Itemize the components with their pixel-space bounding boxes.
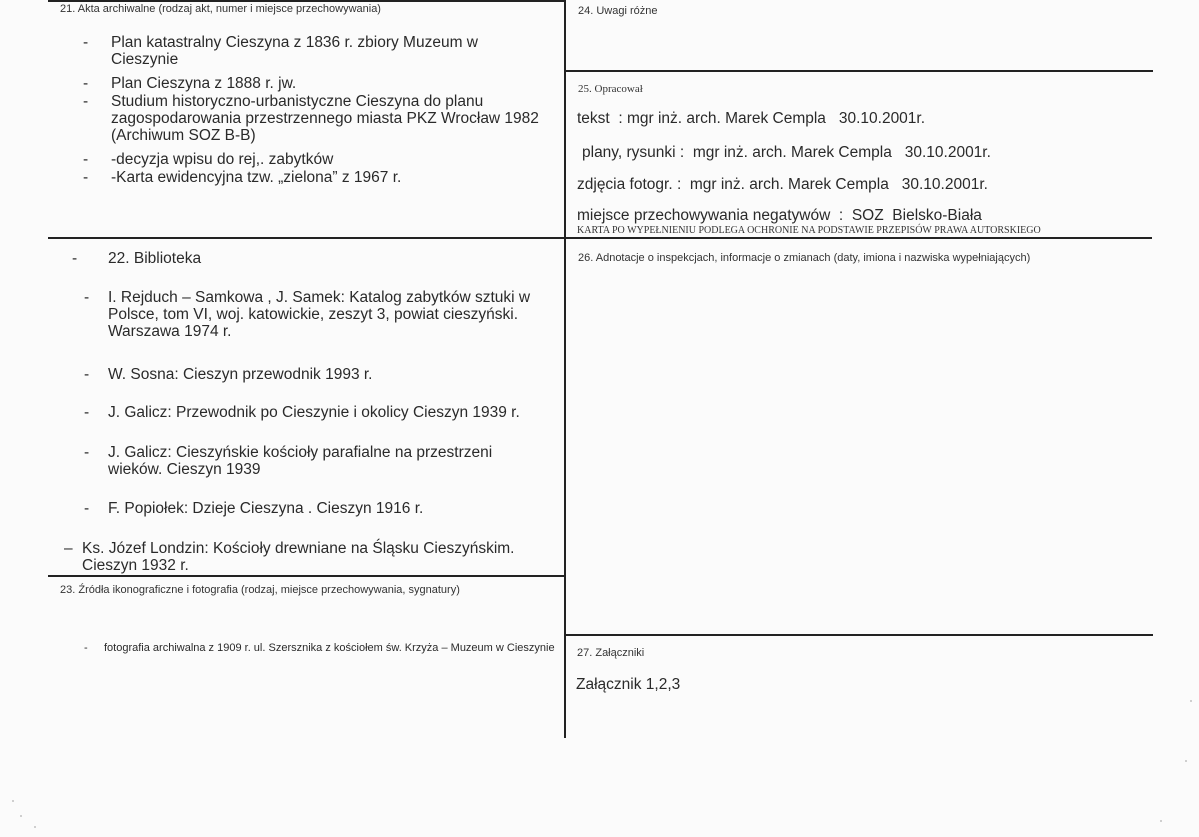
list-text: J. Galicz: Przewodnik po Cieszynie i okolicy Cieszyn 1939 r. [108,404,520,421]
prepared-photos-line: zdjęcia fotogr. : mgr inż. arch. Marek Cempla 30.10.2001r. [577,176,988,193]
prepared-text-line: tekst : mgr inż. arch. Marek Cempla 30.10.2001r. [577,110,926,127]
list-text: J. Galicz: Cieszyńskie kościoły parafialne na przestrzeni wieków. Cieszyn 1939 [108,444,493,478]
list-text: -Karta ewidencyjna tzw. „zielona” z 1967 r. [111,169,402,186]
list-dash: - [83,34,89,51]
list-dash: - [84,366,90,383]
list-dash: - [83,151,89,168]
section-24-title: 24. Uwagi różne [578,5,658,17]
list-text: Plan katastralny Cieszyna z 1836 r. zbiory Muzeum w Cieszynie [111,34,478,68]
list-dash: - [84,404,90,421]
section-22-title: 22. Biblioteka [108,250,202,267]
right-divider-26-27 [565,634,1153,636]
section-27-title: 27. Załączniki [577,647,645,659]
section-23-title: 23. Źródła ikonograficzne i fotografia (rodzaj, miejsce przechowywania, sygnatury) [60,584,460,596]
list-dash: - [83,75,89,92]
list-text: -decyzja wpisu do rej,. zabytków [111,151,334,168]
row-divider-21-22 [48,237,1152,239]
list-dash: - [84,444,90,461]
section-21-title: 21. Akta archiwalne (rodzaj akt, numer i miejsce przechowywania) [60,3,381,15]
list-text: Studium historyczno-urbanistyczne Cieszyna do planu zagospodarowania przestrzennego miasta PKZ Wrocław 1982 (Archiwum SOZ B-B) [111,93,539,144]
list-text: I. Rejduch – Samkowa , J. Samek: Katalog zabytków sztuki w Polsce, tom VI, woj. katowickie, zeszyt 3, powiat cieszyński. Warszawa 1974 r. [108,289,531,340]
list-text: Ks. Józef Londzin: Kościoły drewniane na Śląsku Cieszyńskim. Cieszyn 1932 r. [82,540,515,574]
column-divider-middle [564,238,566,738]
prepared-drawings-line: plany, rysunki : mgr inż. arch. Marek Cempla 30.10.2001r. [582,144,991,161]
attachments-value: Załącznik 1,2,3 [576,676,681,693]
row-divider-22-23 [48,575,565,577]
list-text: Plan Cieszyna z 1888 r. jw. [111,75,297,92]
section-25-title: 25. Opracował [578,83,643,95]
section-26-title: 26. Adnotacje o inspekcjach, informacje o zmianach (daty, imiona i nazwiska wypełniających) [578,252,1031,264]
list-dash: – [64,540,73,557]
negatives-storage-line: miejsce przechowywania negatywów : SOZ Bielsko-Biała [577,207,982,224]
list-dash: - [84,642,88,654]
list-text: W. Sosna: Cieszyn przewodnik 1993 r. [108,366,373,383]
column-divider-top [564,0,566,237]
list-dash: - [84,500,90,517]
list-dash: - [83,93,89,110]
list-text: F. Popiołek: Dzieje Cieszyna . Cieszyn 1916 r. [108,500,424,517]
list-dash: - [83,169,89,186]
top-divider-left [48,0,565,2]
list-text: fotografia archiwalna z 1909 r. ul. Szersznika z kościołem św. Krzyża – Muzeum w Cieszynie [104,642,555,654]
right-divider-24-25 [565,70,1153,72]
copyright-notice: KARTA PO WYPEŁNIENIU PODLEGA OCHRONIE NA PODSTAWIE PRZEPISÓW PRAWA AUTORSKIEGO [577,225,1041,236]
section-22-dash: - [72,250,78,267]
list-dash: - [84,289,90,306]
